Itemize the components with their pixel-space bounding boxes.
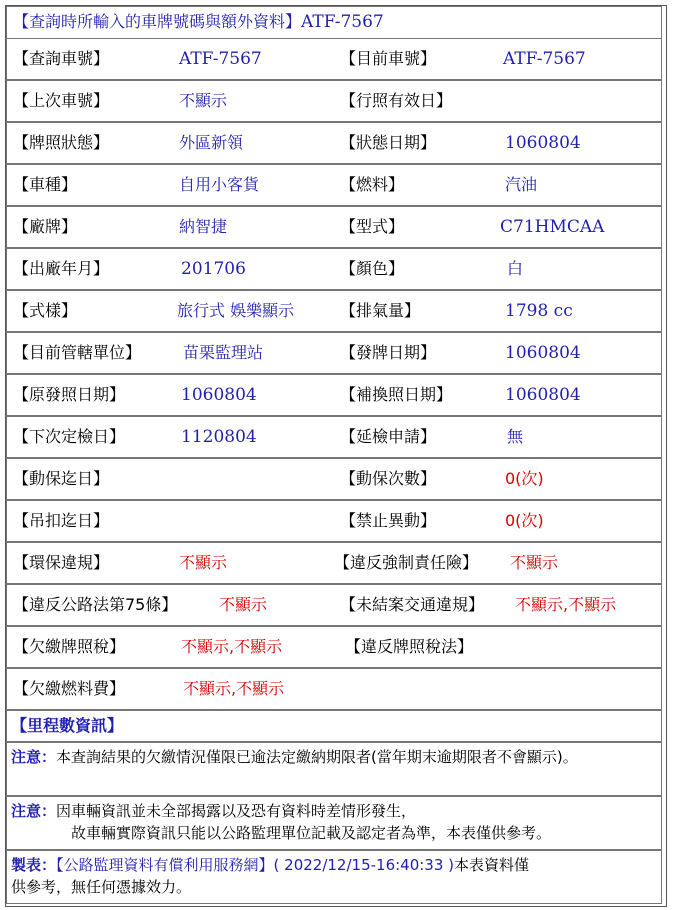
note-disclaimer-line1-wrap [11,800,657,822]
label-brand: 【廠牌】 [13,217,78,236]
label-unpaid-license-tax: 【欠繳牌照稅】 [13,637,126,656]
value-next-inspection: 1120804 [181,427,257,447]
value-color: 白 [507,259,524,278]
note-unpaid-text [11,746,657,768]
footer-line1 [11,854,657,876]
value-unpaid-license-tax: 不顯示,不顯示 [181,637,283,656]
value-vehicle-type: 自用小客貨 [179,175,260,194]
row-vehicle-type [6,164,662,206]
row-next-inspection [6,416,662,458]
label-unpaid-fuel-fee: 【欠繳燃料費】 [13,679,126,698]
value-plate-status: 外區新領 [179,133,244,152]
row-original-license-date [6,374,662,416]
note-disclaimer-line1: 因車輛資訊並未全部揭露以及恐有資料時差情形發生， [56,802,417,820]
footer-prefix: 製表： [11,856,57,874]
value-jurisdiction: 苗栗監理站 [183,343,264,362]
value-brand: 納智捷 [179,217,228,236]
row-jurisdiction [6,332,662,374]
label-compulsory-insurance: 【違反強制責任險】 [334,553,479,572]
row-unpaid-fuel-fee [6,668,662,710]
label-lien-expiry: 【動保迄日】 [13,469,110,488]
label-highway-act-75: 【違反公路法第75條】 [13,595,178,614]
row-body-style [6,290,662,332]
label-current-plate: 【目前車號】 [340,49,437,68]
label-plate-status: 【牌照狀態】 [13,133,110,152]
label-transfer-prohibited: 【禁止異動】 [340,511,437,530]
label-next-inspection: 【下次定檢日】 [13,427,126,446]
value-transfer-prohibited: 0(次) [505,511,544,530]
footer-timestamp: ( 2022/12/15-16:40:33 ) [273,856,455,874]
label-manufacture-date: 【出廠年月】 [13,259,110,278]
label-query-plate: 【查詢車號】 [13,49,110,68]
value-displacement: 1798 cc [505,301,573,321]
value-issue-date: 1060804 [505,343,581,363]
label-color: 【顏色】 [340,259,405,278]
row-plate-status [6,122,662,164]
row-suspension-expiry [6,500,662,542]
label-license-expiry: 【行照有效日】 [340,91,453,110]
label-environmental-violation: 【環保違規】 [13,553,110,572]
header-title: 【查詢時所輸入的車牌號碼與額外資料】 [13,12,302,31]
report-footer [6,850,662,904]
label-suspension-expiry: 【吊扣迄日】 [13,511,110,530]
header-plate: ATF-7567 [301,12,384,32]
row-lien-expiry [6,458,662,500]
value-unpaid-fuel-fee: 不顯示,不顯示 [183,679,285,698]
note-disclaimer-line2: 故車輛實際資訊只能以公路監理單位記載及認定者為準，本表僅供參考。 [71,824,552,842]
row-environmental-violation [6,542,662,584]
label-displacement: 【排氣量】 [340,301,421,320]
note-disclaimer-prefix: 注意： [11,802,57,820]
label-status-date: 【狀態日期】 [340,133,437,152]
row-query-plate [6,38,662,80]
value-reissue-date: 1060804 [505,385,581,405]
row-manufacture-date [6,248,662,290]
value-compulsory-insurance: 不顯示 [510,553,559,572]
label-vehicle-type: 【車種】 [13,175,78,194]
value-status-date: 1060804 [505,133,581,153]
value-current-plate: ATF-7567 [503,49,586,69]
label-lien-count: 【動保次數】 [340,469,437,488]
value-manufacture-date: 201706 [181,259,246,279]
row-previous-plate [6,80,662,122]
value-inspection-extension: 無 [507,427,524,446]
mileage-section [6,710,662,742]
value-fuel: 汽油 [505,175,538,194]
label-original-license-date: 【原發照日期】 [13,385,126,404]
label-pending-traffic-violation: 【未結案交通違規】 [340,595,485,614]
row-unpaid-license-tax [6,626,662,668]
query-header [6,6,662,39]
note-disclaimer [6,796,662,850]
note-unpaid-body: 本查詢結果的欠繳情況僅限已逾法定繳納期限者(當年期末逾期限者不會顯示)。 [56,748,578,766]
note-unpaid-prefix: 注意： [11,748,57,766]
label-jurisdiction: 【目前管轄單位】 [13,343,142,362]
footer-text1: 本表資料僅 [454,856,530,874]
value-environmental-violation: 不顯示 [179,553,228,572]
label-fuel: 【燃料】 [340,175,405,194]
row-brand [6,206,662,248]
note-unpaid [6,742,662,796]
value-pending-traffic-violation: 不顯示,不顯示 [515,595,617,614]
footer-text2: 供參考，無任何憑據效力。 [11,878,192,896]
mileage-title: 【里程數資訊】 [11,716,124,735]
value-highway-act-75: 不顯示 [219,595,268,614]
value-previous-plate: 不顯示 [179,91,228,110]
label-reissue-date: 【補換照日期】 [340,385,453,404]
label-body-style: 【式樣】 [13,301,78,320]
footer-source: 【公路監理資料有償利用服務網】 [56,856,274,874]
label-previous-plate: 【上次車號】 [13,91,110,110]
label-inspection-extension: 【延檢申請】 [340,427,437,446]
value-query-plate: ATF-7567 [179,49,262,69]
label-model: 【型式】 [340,217,405,236]
value-lien-count: 0(次) [505,469,544,488]
value-body-style: 旅行式 娛樂顯示 [177,301,295,320]
value-model: C71HMCAA [500,217,605,237]
label-license-tax-violation: 【違反牌照稅法】 [345,637,474,656]
value-original-license-date: 1060804 [181,385,257,405]
label-issue-date: 【發牌日期】 [340,343,437,362]
row-highway-act-75 [6,584,662,626]
